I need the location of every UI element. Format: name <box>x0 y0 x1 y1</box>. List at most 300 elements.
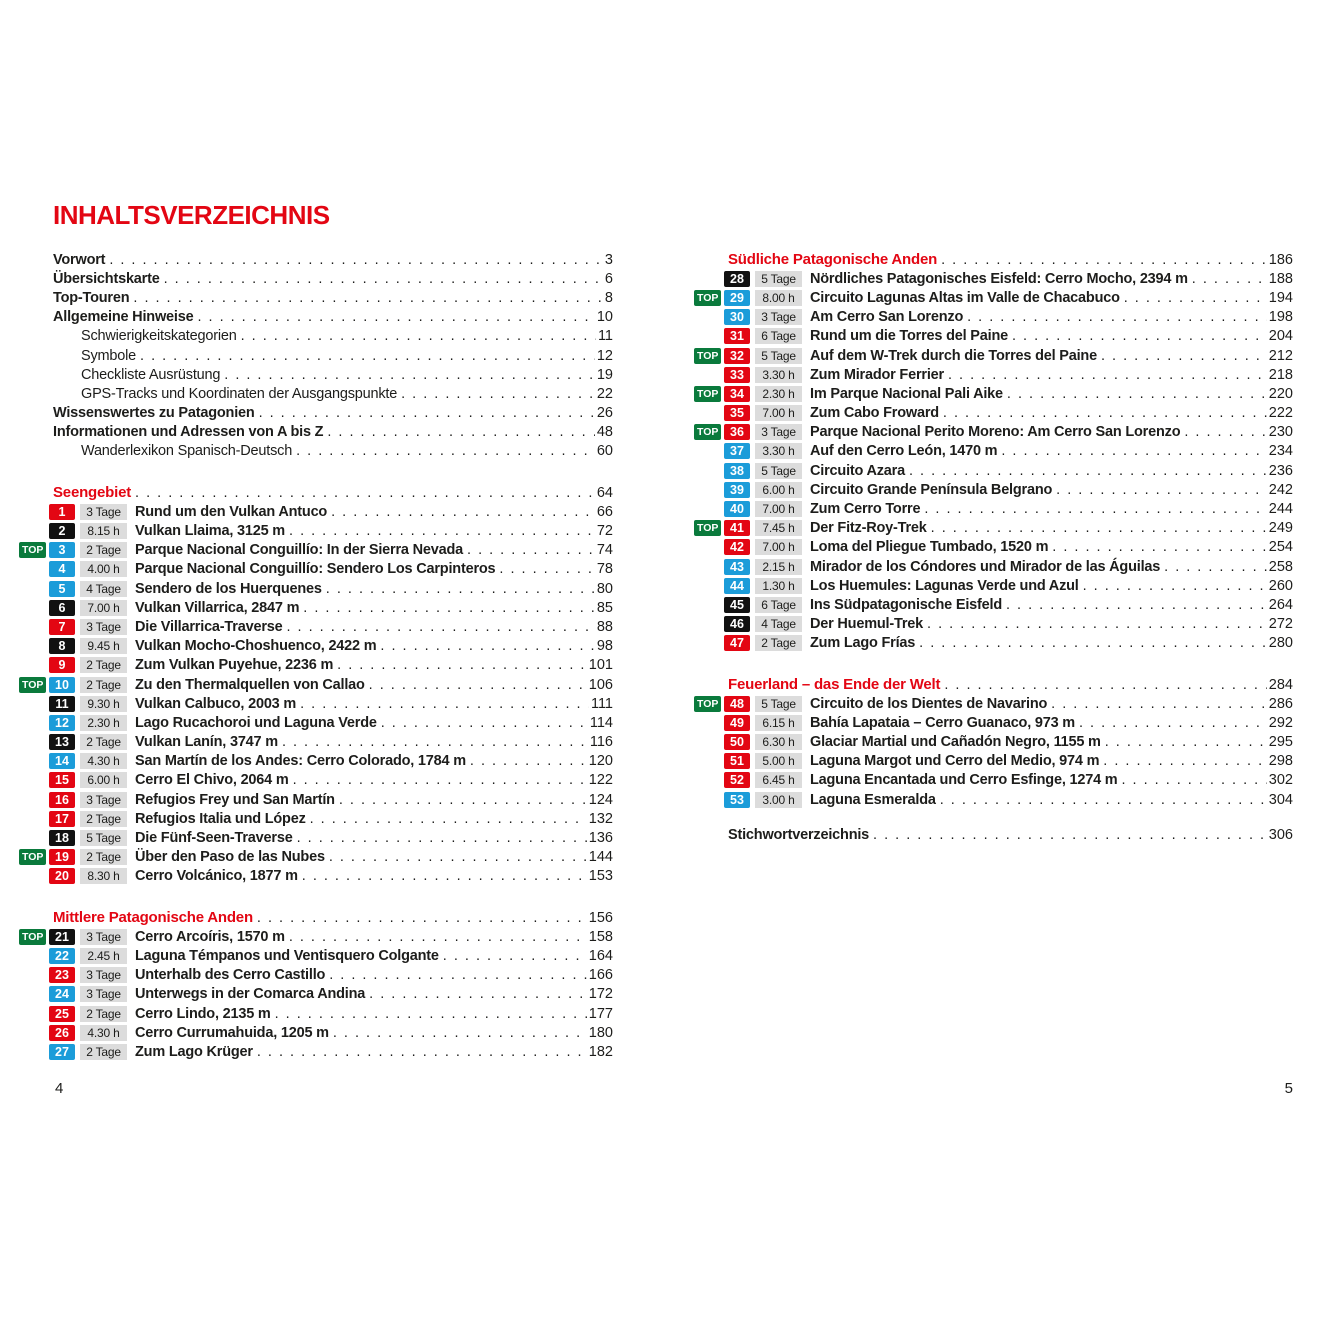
page-number-left: 4 <box>55 1080 64 1097</box>
top-badge: TOP <box>19 677 46 693</box>
dot-leader <box>327 424 595 440</box>
tour-title: Circuito Lagunas Altas im Valle de Chacabuco <box>810 289 1120 306</box>
tour-title: Lago Rucachoroi und Laguna Verde <box>135 714 377 731</box>
dot-leader <box>109 252 603 268</box>
duration-label: 3 Tage <box>80 792 127 808</box>
page-ref: 124 <box>588 791 613 808</box>
tour-number-badge: 22 <box>49 948 75 964</box>
top-slot <box>19 929 49 945</box>
page-ref: 66 <box>596 503 613 520</box>
tour-title: Zum Cabo Froward <box>810 405 939 422</box>
tour-number-badge: 42 <box>724 539 750 555</box>
tour-number-badge: 25 <box>49 1006 75 1022</box>
page-ref: 158 <box>588 928 613 945</box>
tour-title: Los Huemules: Lagunas Verde und Azul <box>810 577 1079 594</box>
dot-leader <box>326 581 595 597</box>
toc-entry <box>19 752 613 771</box>
tour-title: Vulkan Llaima, 3125 m <box>135 523 286 540</box>
top-badge: TOP <box>694 696 721 712</box>
dot-leader <box>337 657 587 673</box>
dot-leader <box>470 753 587 769</box>
tour-title: Unterwegs in der Comarca Andina <box>135 986 366 1003</box>
tour-number-badge: 15 <box>49 772 75 788</box>
page-ref: 230 <box>1268 424 1293 441</box>
duration-label: 6 Tage <box>755 328 802 344</box>
page-ref: 242 <box>1268 481 1293 498</box>
duration-label: 8.30 h <box>80 868 127 884</box>
page-ref: 260 <box>1268 577 1293 594</box>
page-ref: 80 <box>596 580 613 597</box>
toc-entry <box>694 576 1293 595</box>
toc-entry <box>694 595 1293 614</box>
top-slot <box>694 424 724 440</box>
duration-label: 2.30 h <box>755 386 802 402</box>
duration-label: 6 Tage <box>755 597 802 613</box>
page-ref: 286 <box>1268 695 1293 712</box>
front-matter-entry <box>19 404 613 423</box>
tour-title: Auf den Cerro León, 1470 m <box>810 443 998 460</box>
tour-number-badge: 44 <box>724 578 750 594</box>
page-ref: 172 <box>588 986 613 1003</box>
section-heading <box>19 908 613 927</box>
page-ref: 98 <box>596 638 613 655</box>
page-ref: 153 <box>588 868 613 885</box>
index-entry <box>694 825 1293 844</box>
entry-label: Informationen und Adressen von A bis Z <box>53 424 324 441</box>
duration-label: 6.45 h <box>755 772 802 788</box>
page-ref: 186 <box>1268 251 1293 268</box>
duration-label: 2 Tage <box>80 1044 127 1060</box>
section-heading <box>19 483 613 502</box>
toc-entry <box>19 521 613 540</box>
tour-title: Laguna Esmeralda <box>810 791 936 808</box>
top-slot <box>694 348 724 364</box>
tour-number-badge: 18 <box>49 830 75 846</box>
duration-label: 7.00 h <box>80 600 127 616</box>
page-ref: 264 <box>1268 596 1293 613</box>
toc-entry <box>19 713 613 732</box>
dot-leader <box>135 485 595 501</box>
dot-leader <box>1006 597 1267 613</box>
tour-number-badge: 30 <box>724 309 750 325</box>
dot-leader <box>443 948 587 964</box>
top-badge: TOP <box>19 849 46 865</box>
dot-leader <box>499 561 594 577</box>
page-ref: 144 <box>588 849 613 866</box>
dot-leader <box>289 523 595 539</box>
tour-title: Bahía Lapataia – Cerro Guanaco, 973 m <box>810 714 1075 731</box>
entry-label: Vorwort <box>53 251 106 268</box>
tour-number-badge: 40 <box>724 501 750 517</box>
dot-leader <box>924 501 1266 517</box>
duration-label: 2 Tage <box>80 1006 127 1022</box>
tour-number-badge: 6 <box>49 600 75 616</box>
page-ref: 19 <box>596 366 613 383</box>
dot-leader <box>339 792 587 808</box>
tour-title: Laguna Témpanos und Ventisquero Colgante <box>135 947 439 964</box>
tour-title: Loma del Pliegue Tumbado, 1520 m <box>810 539 1049 556</box>
section-title: Seengebiet <box>53 484 132 502</box>
page-ref: 188 <box>1268 270 1293 287</box>
dot-leader <box>287 619 595 635</box>
tour-title: Refugios Frey und San Martín <box>135 791 335 808</box>
page-ref: 78 <box>596 561 613 578</box>
duration-label: 4.30 h <box>80 753 127 769</box>
page-ref: 198 <box>1268 309 1293 326</box>
toc-entry <box>19 771 613 790</box>
dot-leader <box>1124 290 1267 306</box>
page-ref: 236 <box>1268 462 1293 479</box>
top-slot <box>694 290 724 306</box>
tour-number-badge: 20 <box>49 868 75 884</box>
duration-label: 3 Tage <box>755 309 802 325</box>
tour-title: Sendero de los Huerquenes <box>135 580 322 597</box>
duration-label: 2 Tage <box>80 677 127 693</box>
tour-number-badge: 14 <box>49 753 75 769</box>
toc-entry <box>19 675 613 694</box>
page-ref: 156 <box>588 909 613 926</box>
tour-number-badge: 37 <box>724 443 750 459</box>
toc-entry <box>19 1023 613 1042</box>
tour-number-badge: 21 <box>49 929 75 945</box>
dot-leader <box>1051 696 1267 712</box>
dot-leader <box>931 520 1267 536</box>
page-title: INHALTSVERZEICHNIS <box>53 200 330 230</box>
dot-leader <box>927 616 1267 632</box>
dot-leader <box>401 386 595 402</box>
toc-entry <box>19 733 613 752</box>
tour-title: Cerro El Chivo, 2064 m <box>135 772 289 789</box>
duration-label: 9.30 h <box>80 696 127 712</box>
tour-title: Die Villarrica-Traverse <box>135 618 283 635</box>
toc-entry <box>694 384 1293 403</box>
duration-label: 7.00 h <box>755 405 802 421</box>
front-matter-entry <box>19 365 613 384</box>
duration-label: 8.00 h <box>755 290 802 306</box>
duration-label: 6.00 h <box>755 482 802 498</box>
toc-entry <box>694 308 1293 327</box>
page-ref: 298 <box>1268 753 1293 770</box>
tour-title: Parque Nacional Conguillío: In der Sierra Nevada <box>135 542 464 559</box>
dot-leader <box>941 252 1267 268</box>
duration-label: 1.30 h <box>755 578 802 594</box>
top-badge: TOP <box>19 542 46 558</box>
entry-label: Wissenswertes zu Patagonien <box>53 405 255 422</box>
tour-number-badge: 32 <box>724 348 750 364</box>
dot-leader <box>1101 348 1267 364</box>
tour-number-badge: 8 <box>49 638 75 654</box>
right-column <box>694 250 1293 844</box>
tour-title: Ins Südpatagonische Eisfeld <box>810 596 1002 613</box>
duration-label: 8.15 h <box>80 523 127 539</box>
dot-leader <box>1121 772 1266 788</box>
page-ref: 244 <box>1268 501 1293 518</box>
dot-leader <box>257 910 587 926</box>
dot-leader <box>333 1025 587 1041</box>
tour-title: Mirador de los Cóndores und Mirador de las Águilas <box>810 558 1161 575</box>
front-matter-entry <box>19 250 613 269</box>
top-badge: TOP <box>694 424 721 440</box>
page-ref: 212 <box>1268 347 1293 364</box>
dot-leader <box>1012 328 1267 344</box>
page-ref: 254 <box>1268 539 1293 556</box>
page-ref: 122 <box>588 772 613 789</box>
tour-title: Laguna Encantada und Cerro Esfinge, 1274 m <box>810 772 1118 789</box>
page-ref: 204 <box>1268 328 1293 345</box>
toc-entry <box>694 327 1293 346</box>
toc-entry <box>19 848 613 867</box>
section-heading <box>694 250 1293 269</box>
duration-label: 3 Tage <box>80 986 127 1002</box>
dot-leader <box>1007 386 1267 402</box>
tour-title: Vulkan Lanín, 3747 m <box>135 734 278 751</box>
duration-label: 5.00 h <box>755 753 802 769</box>
tour-number-badge: 52 <box>724 772 750 788</box>
tour-number-badge: 10 <box>49 677 75 693</box>
page-ref: 222 <box>1268 405 1293 422</box>
front-matter-entry <box>19 423 613 442</box>
duration-label: 5 Tage <box>755 271 802 287</box>
duration-label: 9.45 h <box>80 638 127 654</box>
top-badge: TOP <box>19 929 46 945</box>
page-ref: 3 <box>604 251 613 268</box>
front-matter-entry <box>19 288 613 307</box>
top-badge: TOP <box>694 348 721 364</box>
dot-leader <box>948 367 1267 383</box>
tour-number-badge: 3 <box>49 542 75 558</box>
tour-title: Vulkan Mocho-Choshuenco, 2422 m <box>135 638 377 655</box>
tour-number-badge: 35 <box>724 405 750 421</box>
duration-label: 3.30 h <box>755 367 802 383</box>
duration-label: 5 Tage <box>755 463 802 479</box>
page-ref: 306 <box>1268 826 1293 843</box>
duration-label: 3 Tage <box>755 424 802 440</box>
tour-number-badge: 53 <box>724 792 750 808</box>
tour-title: Cerro Currumahuida, 1205 m <box>135 1024 329 1041</box>
tour-title: Die Fünf-Seen-Traverse <box>135 830 293 847</box>
tour-number-badge: 16 <box>49 792 75 808</box>
dot-leader <box>282 734 588 750</box>
page-ref: 26 <box>596 405 613 422</box>
duration-label: 3 Tage <box>80 967 127 983</box>
dot-leader <box>381 715 588 731</box>
front-matter-entry <box>19 384 613 403</box>
entry-label: Top-Touren <box>53 289 130 306</box>
tour-number-badge: 26 <box>49 1025 75 1041</box>
dot-leader <box>1001 443 1266 459</box>
tour-title: Nördliches Patagonisches Eisfeld: Cerro Mocho, 2394 m <box>810 270 1188 287</box>
duration-label: 7.00 h <box>755 539 802 555</box>
dot-leader <box>329 849 587 865</box>
front-matter-entry <box>19 269 613 288</box>
page-ref: 304 <box>1268 791 1293 808</box>
tour-number-badge: 23 <box>49 967 75 983</box>
toc-entry <box>694 634 1293 653</box>
page-ref: 164 <box>588 947 613 964</box>
duration-label: 5 Tage <box>755 696 802 712</box>
dot-leader <box>1184 424 1266 440</box>
duration-label: 5 Tage <box>80 830 127 846</box>
page-ref: 106 <box>588 676 613 693</box>
tour-title: San Martín de los Andes: Cerro Colorado, 1784 m <box>135 753 466 770</box>
entry-label: Übersichtskarte <box>53 270 160 287</box>
page-ref: 48 <box>596 424 613 441</box>
entry-label: Schwierigkeitskategorien <box>81 328 237 345</box>
page-ref: 64 <box>596 484 613 501</box>
front-matter-entry <box>19 442 613 461</box>
toc-entry <box>19 966 613 985</box>
tour-title: Circuito de los Dientes de Navarino <box>810 695 1048 712</box>
tour-title: Vulkan Villarrica, 2847 m <box>135 599 300 616</box>
entry-label: Allgemeine Hinweise <box>53 309 194 326</box>
tour-title: Cerro Lindo, 2135 m <box>135 1005 271 1022</box>
dot-leader <box>1083 578 1267 594</box>
page-ref: 284 <box>1268 676 1293 693</box>
tour-title: Refugios Italia und López <box>135 810 306 827</box>
page-ref: 10 <box>596 309 613 326</box>
section-heading <box>694 675 1293 694</box>
toc-entry <box>694 771 1293 790</box>
dot-leader <box>289 929 587 945</box>
top-slot <box>19 849 49 865</box>
dot-leader <box>369 986 587 1002</box>
toc-entry <box>694 519 1293 538</box>
toc-entry <box>19 809 613 828</box>
tour-number-badge: 45 <box>724 597 750 613</box>
entry-label: Checkliste Ausrüstung <box>81 366 221 383</box>
dot-leader <box>1079 715 1267 731</box>
page-ref: 72 <box>596 523 613 540</box>
duration-label: 5 Tage <box>755 348 802 364</box>
dot-leader <box>300 696 589 712</box>
tour-number-badge: 41 <box>724 520 750 536</box>
tour-number-badge: 24 <box>49 986 75 1002</box>
tour-number-badge: 5 <box>49 581 75 597</box>
toc-entry <box>694 538 1293 557</box>
page-ref: 6 <box>604 270 613 287</box>
page-ref: 272 <box>1268 616 1293 633</box>
dot-leader <box>197 309 594 325</box>
tour-number-badge: 43 <box>724 559 750 575</box>
top-slot <box>694 520 724 536</box>
page-ref: 180 <box>588 1024 613 1041</box>
tour-title: Parque Nacional Perito Moreno: Am Cerro San Lorenzo <box>810 424 1181 441</box>
top-badge: TOP <box>694 290 721 306</box>
duration-label: 2 Tage <box>80 734 127 750</box>
tour-title: Über den Paso de las Nubes <box>135 849 325 866</box>
toc-entry <box>19 694 613 713</box>
dot-leader <box>329 967 587 983</box>
duration-label: 7.00 h <box>755 501 802 517</box>
tour-title: Im Parque Nacional Pali Aike <box>810 385 1003 402</box>
dot-leader <box>1052 539 1267 555</box>
tour-number-badge: 17 <box>49 811 75 827</box>
dot-leader <box>1103 753 1267 769</box>
page-ref: 60 <box>596 443 613 460</box>
duration-label: 4.30 h <box>80 1025 127 1041</box>
toc-entry <box>694 499 1293 518</box>
dot-leader <box>380 638 594 654</box>
duration-label: 6.30 h <box>755 734 802 750</box>
page-ref: 132 <box>588 810 613 827</box>
duration-label: 3.30 h <box>755 443 802 459</box>
tour-title: Parque Nacional Conguillío: Sendero Los Carpinteros <box>135 561 496 578</box>
tour-title: Am Cerro San Lorenzo <box>810 309 964 326</box>
page-ref: 302 <box>1268 772 1293 789</box>
tour-number-badge: 28 <box>724 271 750 287</box>
tour-number-badge: 47 <box>724 635 750 651</box>
top-badge: TOP <box>694 386 721 402</box>
page-ref: 22 <box>596 385 613 402</box>
tour-number-badge: 49 <box>724 715 750 731</box>
page-ref: 280 <box>1268 635 1293 652</box>
tour-title: Zum Vulkan Puyehue, 2236 m <box>135 657 334 674</box>
duration-label: 2.30 h <box>80 715 127 731</box>
duration-label: 2.15 h <box>755 559 802 575</box>
page-ref: 166 <box>588 967 613 984</box>
dot-leader <box>967 309 1267 325</box>
duration-label: 4 Tage <box>80 581 127 597</box>
toc-entry <box>694 442 1293 461</box>
page-ref: 136 <box>588 830 613 847</box>
dot-leader <box>293 772 587 788</box>
toc-entry <box>19 828 613 847</box>
front-matter-entry <box>19 308 613 327</box>
tour-number-badge: 11 <box>49 696 75 712</box>
tour-title: Unterhalb des Cerro Castillo <box>135 967 326 984</box>
tour-number-badge: 48 <box>724 696 750 712</box>
toc-entry <box>19 656 613 675</box>
toc-entry <box>19 541 613 560</box>
duration-label: 3.00 h <box>755 792 802 808</box>
toc-entry <box>694 480 1293 499</box>
dot-leader <box>133 290 603 306</box>
dot-leader <box>873 827 1267 843</box>
section-title: Mittlere Patagonische Anden <box>53 909 253 927</box>
duration-label: 6.15 h <box>755 715 802 731</box>
dot-leader <box>944 677 1266 693</box>
tour-number-badge: 33 <box>724 367 750 383</box>
toc-entry <box>694 404 1293 423</box>
tour-number-badge: 39 <box>724 482 750 498</box>
duration-label: 4.00 h <box>80 561 127 577</box>
duration-label: 7.45 h <box>755 520 802 536</box>
dot-leader <box>940 792 1267 808</box>
page-number-right: 5 <box>1284 1080 1293 1097</box>
page-ref: 258 <box>1268 558 1293 575</box>
tour-number-badge: 50 <box>724 734 750 750</box>
tour-title: Der Huemul-Trek <box>810 616 924 633</box>
page-ref: 101 <box>588 657 613 674</box>
dot-leader <box>1105 734 1267 750</box>
duration-label: 2 Tage <box>755 635 802 651</box>
tour-title: Laguna Margot und Cerro del Medio, 974 m <box>810 753 1100 770</box>
dot-leader <box>1056 482 1267 498</box>
duration-label: 2 Tage <box>80 849 127 865</box>
top-slot <box>19 677 49 693</box>
duration-label: 2 Tage <box>80 657 127 673</box>
top-slot <box>694 696 724 712</box>
page-ref: 218 <box>1268 366 1293 383</box>
page-ref: 249 <box>1268 520 1293 537</box>
page-ref: 85 <box>596 599 613 616</box>
tour-number-badge: 2 <box>49 523 75 539</box>
toc-entry <box>694 694 1293 713</box>
dot-leader <box>1192 271 1267 287</box>
tour-title: Zum Lago Frías <box>810 635 916 652</box>
toc-entry <box>694 733 1293 752</box>
tour-number-badge: 7 <box>49 619 75 635</box>
